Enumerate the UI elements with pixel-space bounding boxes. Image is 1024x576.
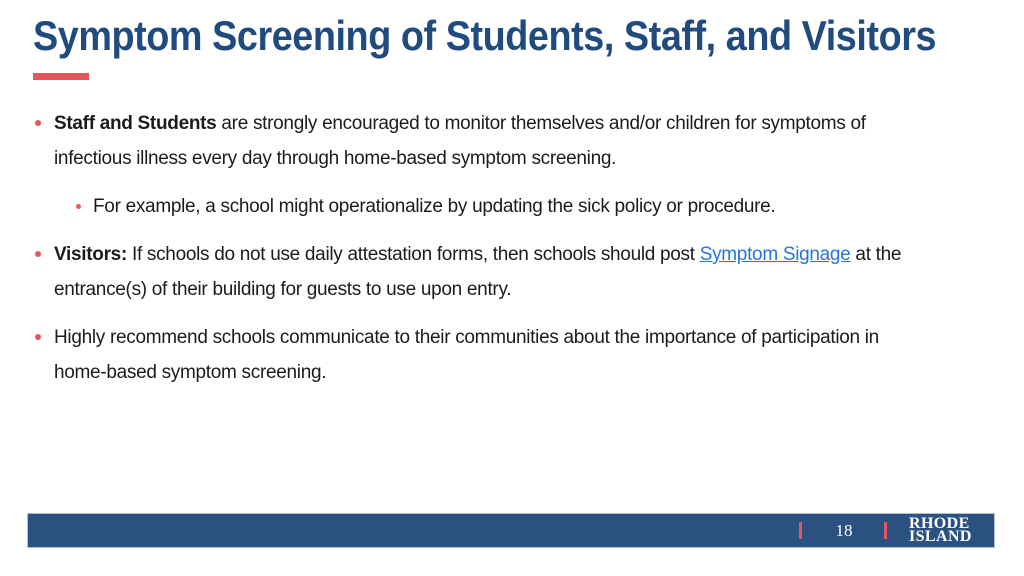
bullet-item xyxy=(33,237,925,307)
logo-line-1: RHODE xyxy=(909,515,970,532)
bullet-body-text: For example, a school might operationalize by updating the sick policy or procedure. xyxy=(93,196,776,217)
bullet-item xyxy=(33,320,925,390)
title-accent-bar xyxy=(33,73,89,80)
logo-line-2: ISLAND xyxy=(909,527,972,545)
bullet-text xyxy=(93,189,775,224)
rhode-island-logo xyxy=(909,515,972,545)
footer-bar xyxy=(27,513,995,548)
bullet-body-text: If schools do not use daily attestation forms, then schools should post xyxy=(126,244,700,265)
bullet-dot-icon xyxy=(35,120,41,126)
bullet-text xyxy=(54,320,925,390)
bullet-item xyxy=(33,189,925,224)
bullet-lead-text: Visitors: xyxy=(54,244,127,265)
bullet-body-text: at the entrance(s) of their building for guests to use upon entry. xyxy=(54,244,902,300)
bullet-dot-icon xyxy=(35,251,41,257)
bullet-list xyxy=(33,106,925,403)
footer-separator-right-icon xyxy=(884,522,887,539)
bullet-text xyxy=(54,106,925,176)
bullet-text xyxy=(54,237,925,307)
bullet-item xyxy=(33,106,925,176)
symptom-signage-link[interactable]: Symptom Signage xyxy=(699,244,851,265)
page-number: 18 xyxy=(835,521,853,540)
bullet-dot-icon xyxy=(76,204,81,209)
slide-title: Symptom Screening of Students, Staff, and Visitors xyxy=(33,12,937,59)
bullet-body-text: are strongly encouraged to monitor themselves and/or children for symptoms of infectious illness every day through home-based symptom screening. xyxy=(54,113,866,169)
bullet-lead-text: Staff and Students xyxy=(54,113,217,134)
bullet-body-text: Highly recommend schools communicate to their communities about the importance of participation in home-based symptom screening. xyxy=(54,327,879,383)
bullet-dot-icon xyxy=(35,334,41,340)
footer-separator-left-icon xyxy=(799,522,802,539)
